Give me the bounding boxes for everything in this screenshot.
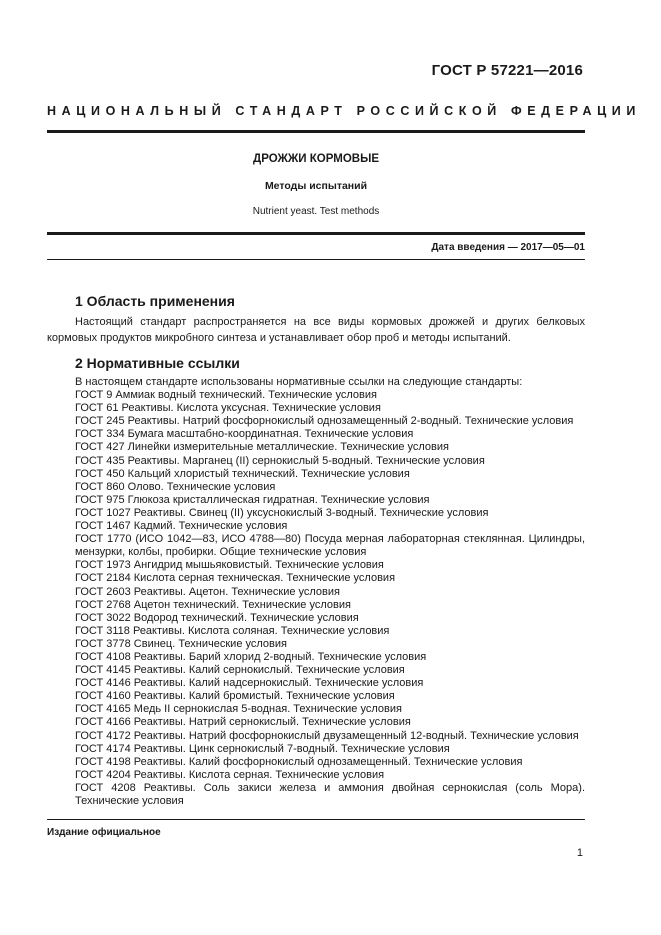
reference-item: ГОСТ 435 Реактивы. Марганец (II) сернокислый 5-водный. Технические условия	[75, 454, 485, 467]
reference-item: ГОСТ 2184 Кислота серная техническая. Технические условия	[75, 572, 396, 585]
section-1-text	[47, 314, 585, 346]
reference-item: ГОСТ 3778 Свинец. Технические условия	[75, 637, 287, 650]
footer-divider	[47, 819, 585, 820]
reference-item: ГОСТ 975 Глюкоза кристаллическая гидратная. Технические условия	[75, 493, 430, 506]
normative-references-list	[47, 376, 585, 808]
reference-item: ГОСТ 245 Реактивы. Натрий фосфорнокислый однозамещенный 2-водный. Технические условия	[75, 415, 574, 428]
section-1-body: Настоящий стандарт распространяется на все виды кормовых дрожжей и других белковых кормовых продуктов микробного синтеза и устанавливает обор проб и методы испытаний.	[47, 316, 585, 344]
reference-item: ГОСТ 4146 Реактивы. Калий надсернокислый. Технические условия	[75, 677, 424, 690]
reference-item: ГОСТ 3118 Реактивы. Кислота соляная. Технические условия	[75, 624, 390, 637]
edition-label: Издание официальное	[47, 827, 161, 838]
reference-item: ГОСТ 4172 Реактивы. Натрий фосфорнокислый двузамещенный 12-водный. Технические условия	[75, 729, 579, 742]
reference-item: ГОСТ 1770 (ИСО 1042—83, ИСО 4788—80) Посуда мерная лабораторная стеклянная. Цилиндры, мензурки, колбы, пробирки. Общие технические условия	[75, 533, 585, 559]
national-standard-banner: НАЦИОНАЛЬНЫЙ СТАНДАРТ РОССИЙСКОЙ ФЕДЕРАЦИИ	[47, 104, 641, 118]
reference-item: ГОСТ 4145 Реактивы. Калий сернокислый. Технические условия	[75, 664, 405, 677]
reference-item: ГОСТ 2768 Ацетон технический. Технические условия	[75, 598, 351, 611]
effective-date: Дата введения — 2017—05—01	[431, 242, 585, 253]
reference-item: ГОСТ 4160 Реактивы. Калий бромистый. Технические условия	[75, 690, 395, 703]
reference-item: ГОСТ 4174 Реактивы. Цинк сернокислый 7-водный. Технические условия	[75, 742, 450, 755]
reference-item: ГОСТ 4165 Медь II сернокислая 5-водная. Технические условия	[75, 703, 402, 716]
reference-item: ГОСТ 427 Линейки измерительные металлические. Технические условия	[75, 441, 449, 454]
reference-item: ГОСТ 450 Кальций хлористый технический. Технические условия	[75, 467, 410, 480]
reference-item: ГОСТ 61 Реактивы. Кислота уксусная. Технические условия	[75, 402, 381, 415]
reference-item: ГОСТ 4204 Реактивы. Кислота серная. Технические условия	[75, 768, 385, 781]
document-title-english: Nutrient yeast. Test methods	[252, 206, 380, 217]
reference-item: ГОСТ 334 Бумага масштабно-координатная. Технические условия	[75, 428, 414, 441]
reference-item: ГОСТ 3022 Водород технический. Технические условия	[75, 611, 359, 624]
references-intro: В настоящем стандарте использованы нормативные ссылки на следующие стандарты:	[75, 376, 523, 388]
reference-item: ГОСТ 9 Аммиак водный технический. Технические условия	[75, 389, 377, 402]
document-subtitle: Методы испытаний	[264, 180, 368, 192]
reference-item: ГОСТ 1467 Кадмий. Технические условия	[75, 520, 288, 533]
title-divider	[47, 232, 585, 235]
reference-item: ГОСТ 1973 Ангидрид мышьяковистый. Технические условия	[75, 559, 384, 572]
reference-item: ГОСТ 4166 Реактивы. Натрий сернокислый. Технические условия	[75, 716, 411, 729]
section-1-heading: 1 Область применения	[75, 293, 235, 309]
reference-item: ГОСТ 4198 Реактивы. Калий фосфорнокислый однозамещенный. Технические условия	[75, 755, 523, 768]
reference-item: ГОСТ 1027 Реактивы. Свинец (II) уксуснокислый 3-водный. Технические условия	[75, 506, 489, 519]
document-title: ДРОЖЖИ КОРМОВЫЕ	[253, 153, 379, 165]
reference-item: ГОСТ 4108 Реактивы. Барий хлорид 2-водный. Технические условия	[75, 650, 427, 663]
top-divider	[47, 130, 585, 133]
date-divider	[47, 259, 585, 260]
reference-item: ГОСТ 860 Олово. Технические условия	[75, 480, 276, 493]
gost-code: ГОСТ Р 57221—2016	[431, 62, 583, 79]
reference-item: ГОСТ 2603 Реактивы. Ацетон. Технические условия	[75, 585, 340, 598]
page-number: 1	[576, 847, 583, 859]
reference-item: ГОСТ 4208 Реактивы. Соль закиси железа и аммония двойная сернокислая (соль Мора). Технические условия	[75, 781, 585, 807]
section-2-heading: 2 Нормативные ссылки	[75, 355, 240, 371]
